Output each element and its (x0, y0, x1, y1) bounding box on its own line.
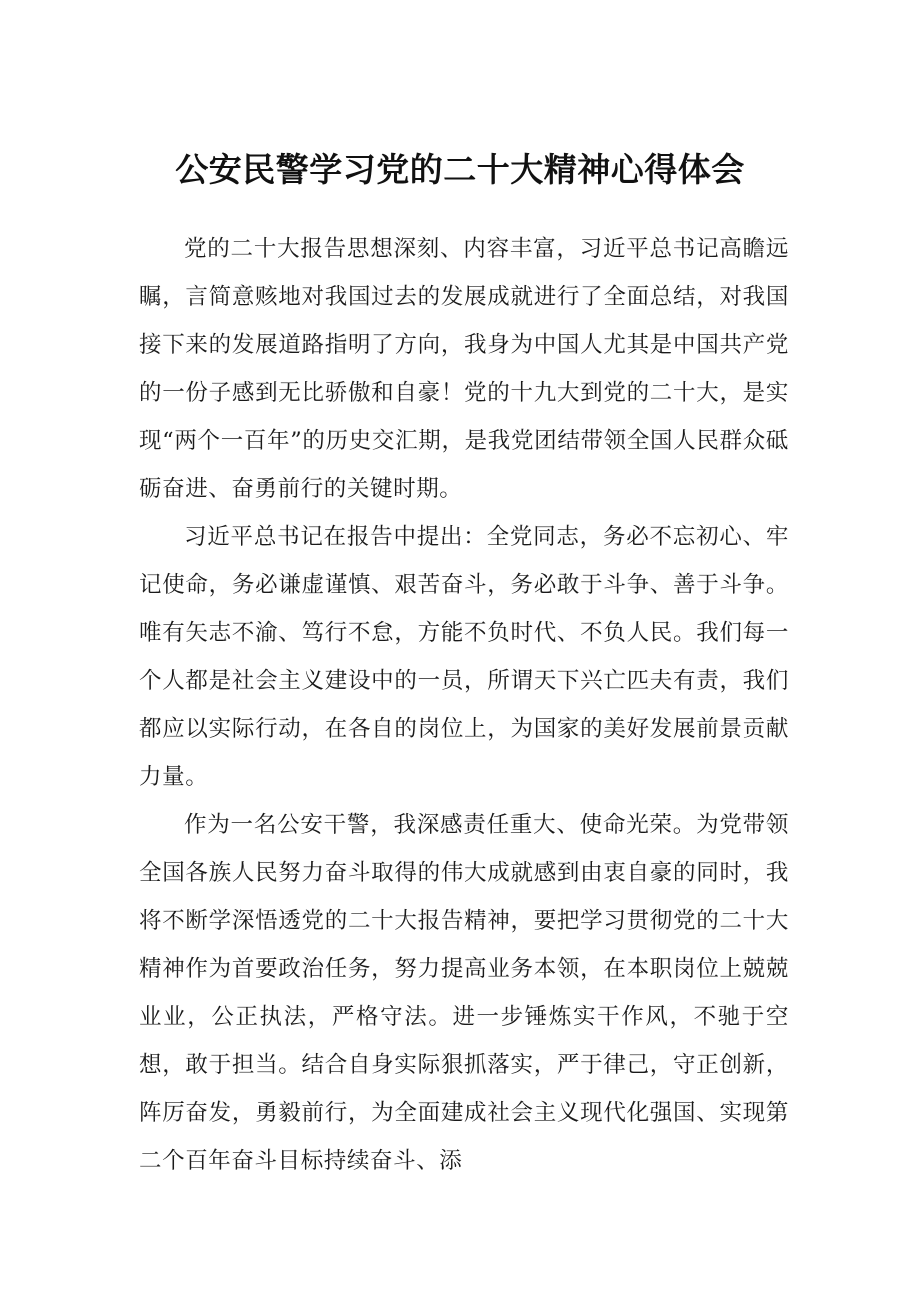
paragraph-3: 作为一名公安干警，我深感责任重大、使命光荣。为党带领全国各族人民努力奋斗取得的伟大成就感到由衷自豪的同时，我将不断学深悟透党的二十大报告精神，要把学习贯彻党的二十大精神作为首要政治任务，努力提高业务本领，在本职岗位上兢兢业业，公正执法，严格守法。进一步锤炼实干作风，不驰于空想，敢于担当。结合自身实际狠抓落实，严于律己，守正创新，阵厉奋发，勇毅前行，为全面建成社会主义现代化强国、实现第二个百年奋斗目标持续奋斗、添 (139, 812, 789, 1174)
paragraph-2: 习近平总书记在报告中提出：全党同志，务必不忘初心、牢记使命，务必谦虚谨慎、艰苦奋斗，务必敢于斗争、善于斗争。唯有矢志不渝、笃行不怠，方能不负时代、不负人民。我们每一个人都是社会主义建设中的一员，所谓天下兴亡匹夫有责，我们都应以实际行动，在各自的岗位上，为国家的美好发展前景贡献力量。 (139, 524, 789, 790)
document-title: 公安民警学习党的二十大精神心得体会 (175, 150, 745, 189)
document-body (139, 225, 789, 1185)
paragraph-1: 党的二十大报告思想深刻、内容丰富，习近平总书记高瞻远瞩，言简意赅地对我国过去的发展成就进行了全面总结，对我国接下来的发展道路指明了方向，我身为中国人尤其是中国共产党的一份子感到无比骄傲和自豪！党的十九大到党的二十大，是实现“两个一百年”的历史交汇期，是我党团结带领全国人民群众砥砺奋进、奋勇前行的关键时期。 (139, 236, 789, 502)
